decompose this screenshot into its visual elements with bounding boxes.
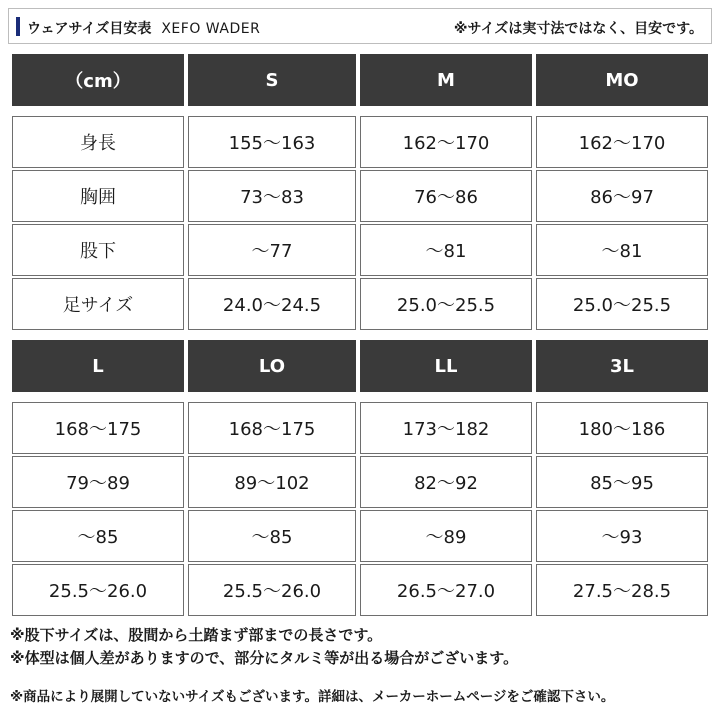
table-cell: 79〜89 — [12, 456, 184, 508]
table1-header-mo: MO — [536, 54, 708, 106]
row-label-height: 身長 — [12, 116, 184, 168]
footnotes — [10, 624, 710, 705]
table-cell: 82〜92 — [360, 456, 532, 508]
table1-header-s: S — [188, 54, 356, 106]
table-cell: 〜89 — [360, 510, 532, 562]
table-row — [12, 402, 708, 454]
table-cell: 27.5〜28.5 — [536, 564, 708, 616]
footnote-availability: ※商品により展開していないサイズもございます。詳細は、メーカーホームページをご確認下さい。 — [10, 689, 615, 705]
table2-header-l: L — [12, 340, 184, 392]
table2-header-lo: LO — [188, 340, 356, 392]
table-cell: 25.5〜26.0 — [12, 564, 184, 616]
table-row — [12, 278, 708, 330]
table-row — [12, 170, 708, 222]
table-cell: 76〜86 — [360, 170, 532, 222]
table-cell: 〜85 — [12, 510, 184, 562]
table-cell: 25.0〜25.5 — [536, 278, 708, 330]
table-cell: 〜77 — [188, 224, 356, 276]
table-cell: 73〜83 — [188, 170, 356, 222]
table-cell: 24.0〜24.5 — [188, 278, 356, 330]
footnote-inseam: ※股下サイズは、股間から土踏まず部までの長さです。 — [10, 626, 383, 644]
table2-header-3l: 3L — [536, 340, 708, 392]
table1-header-m: M — [360, 54, 532, 106]
header-accent-bar — [16, 17, 20, 36]
table-cell: 85〜95 — [536, 456, 708, 508]
table2-header-row — [12, 340, 708, 392]
size-chart-header — [8, 8, 712, 44]
table-cell: 173〜182 — [360, 402, 532, 454]
table2-header-ll: LL — [360, 340, 532, 392]
row-label-inseam: 股下 — [12, 224, 184, 276]
table-cell: 180〜186 — [536, 402, 708, 454]
footnote-body-type: ※体型は個人差がありますので、部分にタルミ等が出る場合がございます。 — [10, 649, 519, 667]
table-row — [12, 510, 708, 562]
brand-name: XEFO WADER — [161, 21, 261, 37]
header-note: ※サイズは実寸法ではなく、目安です。 — [453, 21, 703, 37]
table-cell: 162〜170 — [536, 116, 708, 168]
row-label-chest: 胸囲 — [12, 170, 184, 222]
table-cell: 26.5〜27.0 — [360, 564, 532, 616]
chart-title: ウェアサイズ目安表 XEFO WADER — [27, 21, 261, 37]
table-row — [12, 564, 708, 616]
table-cell: 168〜175 — [188, 402, 356, 454]
table-cell: 〜81 — [360, 224, 532, 276]
row-label-foot-size: 足サイズ — [12, 278, 184, 330]
table-cell: 〜93 — [536, 510, 708, 562]
table-cell: 168〜175 — [12, 402, 184, 454]
table-row — [12, 456, 708, 508]
table-cell: 155〜163 — [188, 116, 356, 168]
table-cell: 89〜102 — [188, 456, 356, 508]
table-cell: 25.0〜25.5 — [360, 278, 532, 330]
table1-header-unit: （cm） — [12, 54, 184, 106]
table-cell: 〜81 — [536, 224, 708, 276]
table-row — [12, 116, 708, 168]
table1-header-row — [12, 54, 708, 106]
table-cell: 86〜97 — [536, 170, 708, 222]
table-row — [12, 224, 708, 276]
table-cell: 〜85 — [188, 510, 356, 562]
table-cell: 25.5〜26.0 — [188, 564, 356, 616]
table-cell: 162〜170 — [360, 116, 532, 168]
